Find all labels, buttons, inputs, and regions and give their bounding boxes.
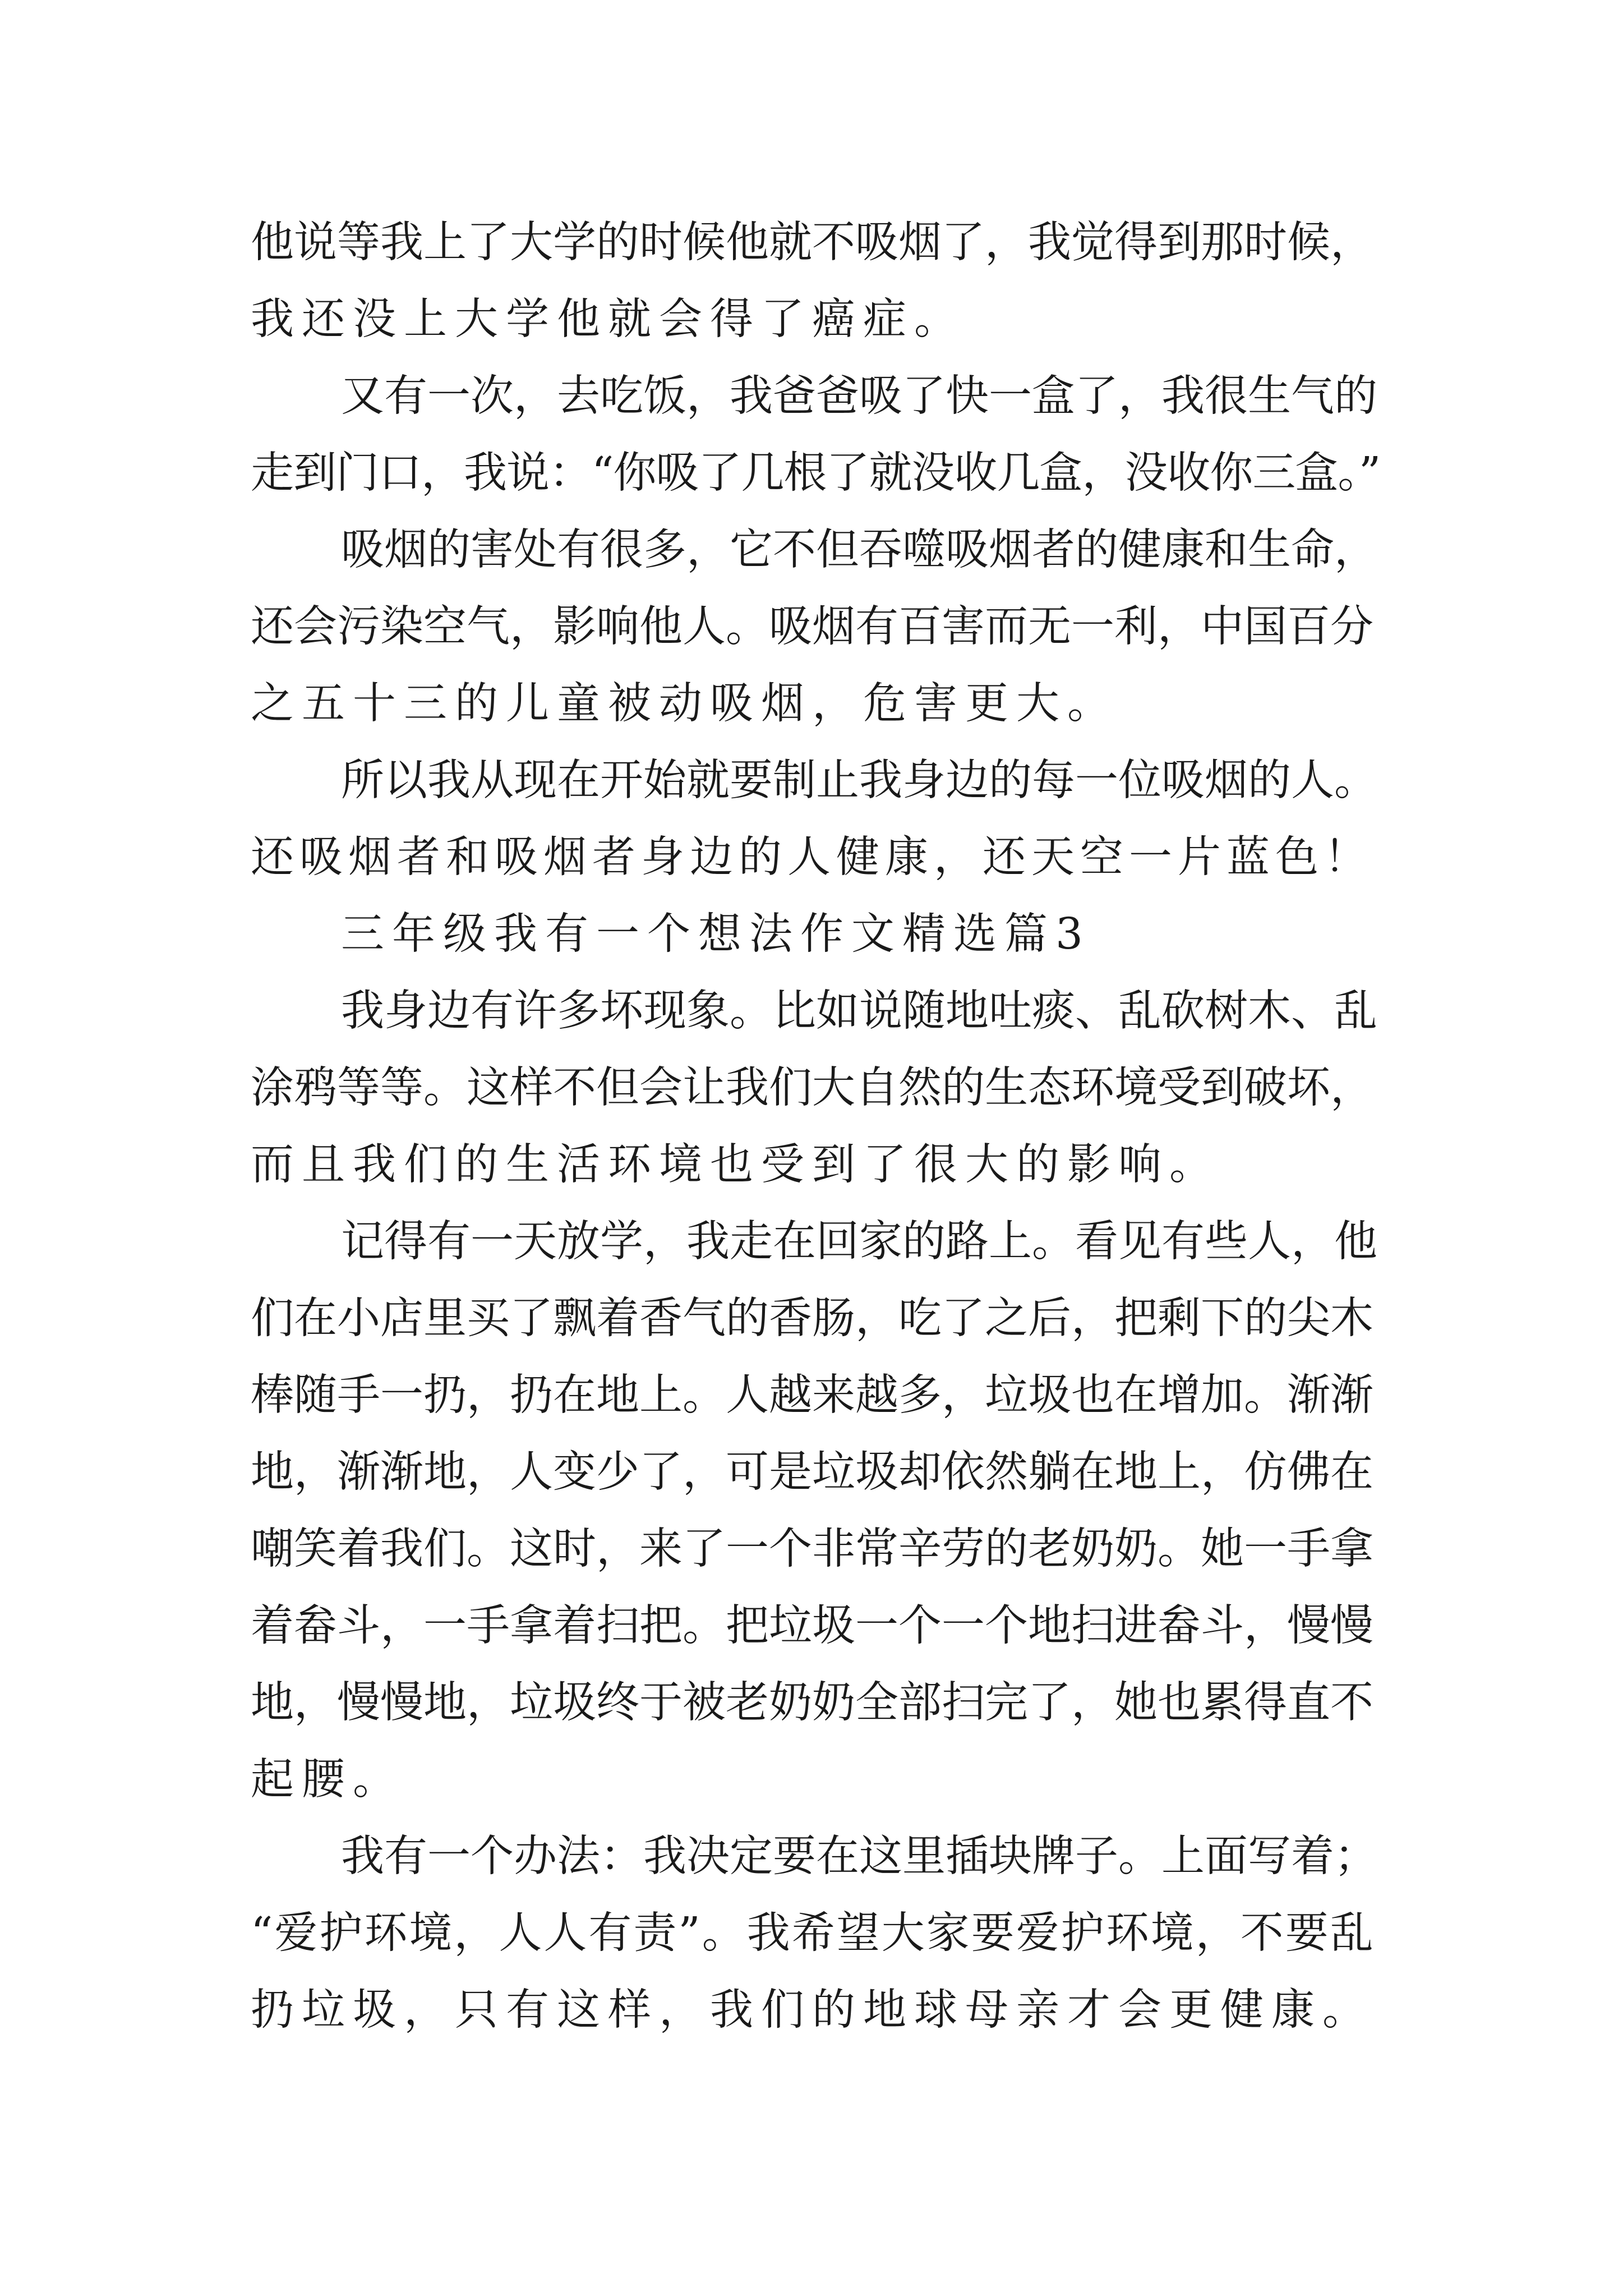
text-line: 又有一次，去吃饭，我爸爸吸了快一盒了，我很生气的 — [341, 371, 1377, 421]
section-heading: 三年级我有一个想法作文精选篇3 — [341, 909, 1091, 959]
text-line: 着畚斗，一手拿着扫把。把垃圾一个一个地扫进畚斗，慢慢 — [251, 1601, 1373, 1651]
text-line: 地，渐渐地，人变少了，可是垃圾却依然躺在地上，仿佛在 — [251, 1447, 1373, 1497]
text-line: 嘲笑着我们。这时，来了一个非常辛劳的老奶奶。她一手拿 — [251, 1524, 1373, 1574]
text-line: 起腰。 — [251, 1755, 404, 1805]
text-line: 地，慢慢地，垃圾终于被老奶奶全部扫完了，她也累得直不 — [251, 1678, 1373, 1728]
text-line: 还吸烟者和吸烟者身边的人健康，还天空一片蓝色！ — [251, 832, 1373, 882]
text-line: 走到门口，我说：“你吸了几根了就没收几盒，没收你三盒。” — [251, 448, 1381, 498]
text-line: 我身边有许多坏现象。比如说随地吐痰、乱砍树木、乱 — [341, 986, 1377, 1036]
text-line: 我有一个办法：我决定要在这里插块牌子。上面写着； — [341, 1832, 1377, 1881]
text-line: 棒随手一扔，扔在地上。人越来越多，垃圾也在增加。渐渐 — [251, 1370, 1373, 1420]
text-line: 扔垃圾，只有这样，我们的地球母亲才会更健康。 — [251, 1985, 1373, 2035]
text-line: 所以我从现在开始就要制止我身边的每一位吸烟的人。 — [341, 756, 1377, 806]
text-line: 还会污染空气，影响他人。吸烟有百害而无一利，中国百分 — [251, 602, 1373, 652]
text-line: 他说等我上了大学的时候他就不吸烟了，我觉得到那时候， — [251, 218, 1373, 268]
text-line: “爱护环境，人人有责”。我希望大家要爱护环境，不要乱 — [251, 1908, 1375, 1958]
text-line: 涂鸦等等。这样不但会让我们大自然的生态环境受到破坏， — [251, 1063, 1373, 1113]
text-line: 们在小店里买了飘着香气的香肠，吃了之后，把剩下的尖木 — [251, 1294, 1373, 1343]
text-line: 记得有一天放学，我走在回家的路上。看见有些人，他 — [341, 1217, 1377, 1267]
text-line: 之五十三的儿童被动吸烟，危害更大。 — [251, 679, 1118, 729]
text-line: 我还没上大学他就会得了癌症。 — [251, 295, 965, 344]
text-line: 而且我们的生活环境也受到了很大的影响。 — [251, 1140, 1220, 1190]
text-line: 吸烟的害处有很多，它不但吞噬吸烟者的健康和生命， — [341, 525, 1377, 575]
